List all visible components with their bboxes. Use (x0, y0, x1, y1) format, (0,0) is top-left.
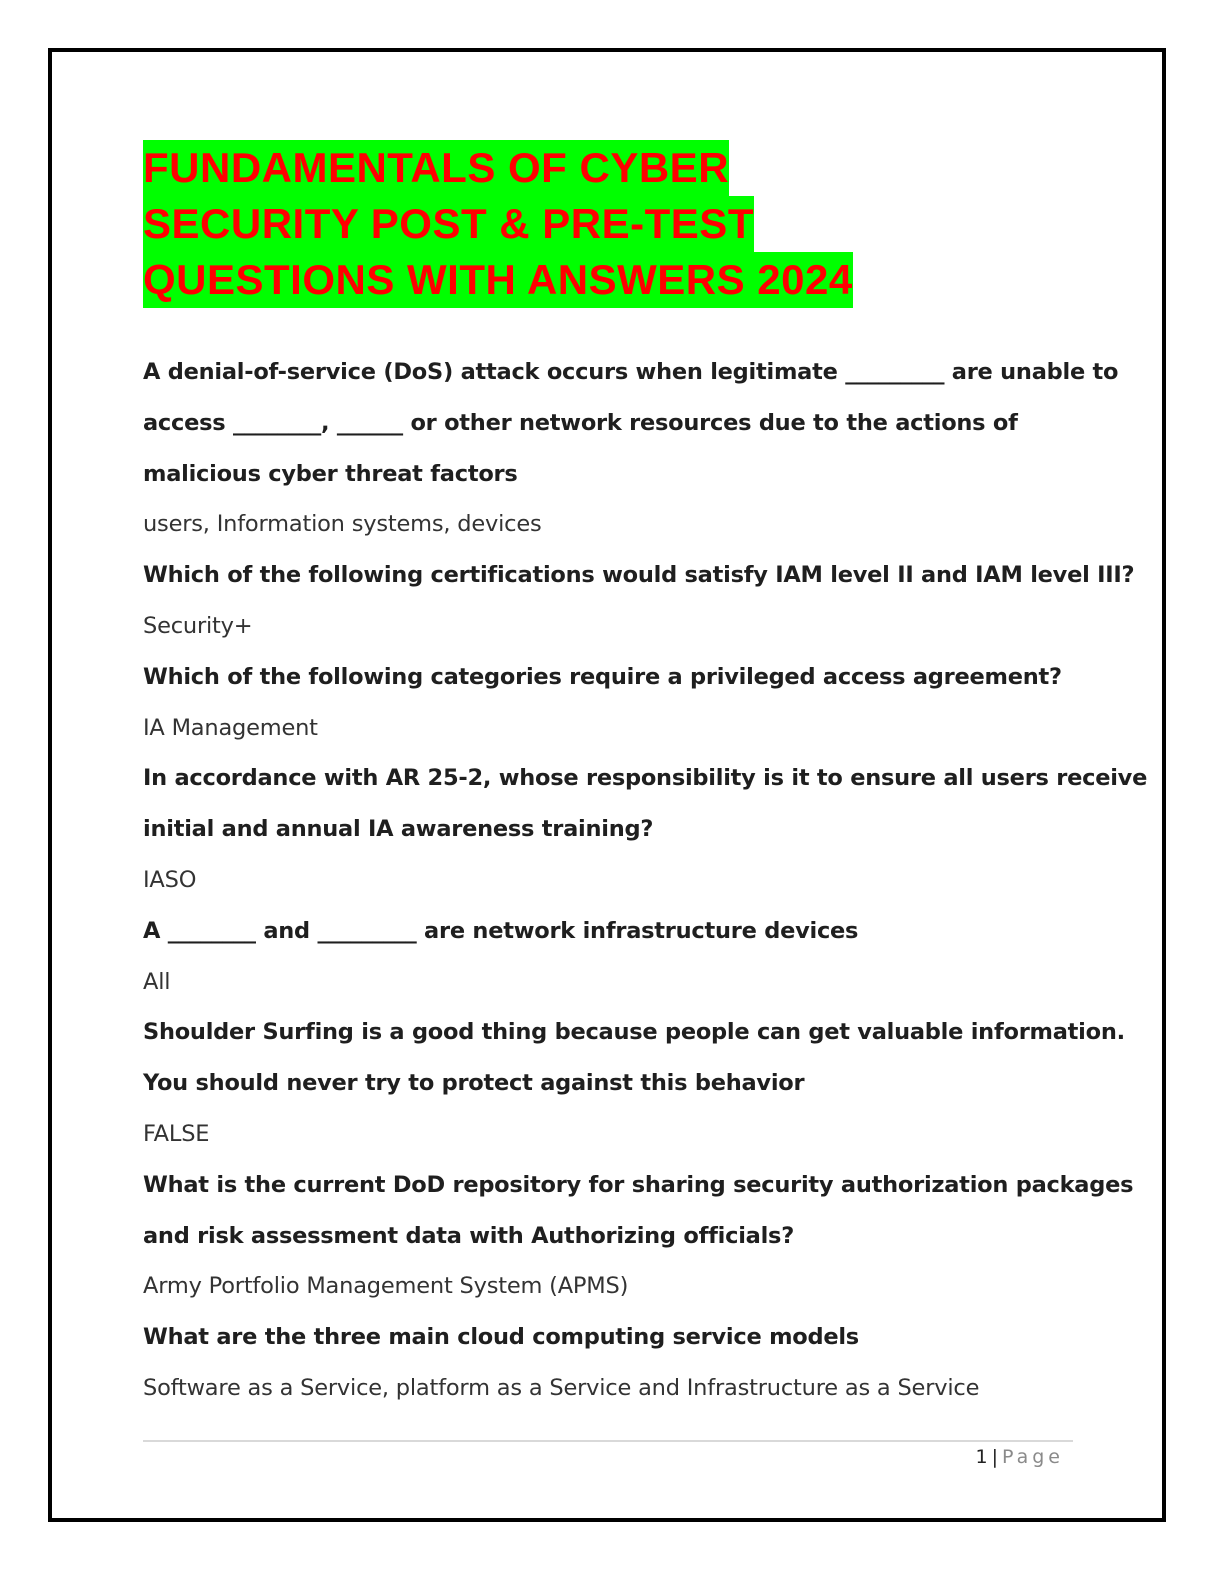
answer-line: Software as a Service, platform as a Service and Infrastructure as a Service (143, 1374, 980, 1401)
question-line: What is the current DoD repository for sharing security authorization packages (143, 1171, 1134, 1198)
answer-line: IASO (143, 866, 197, 893)
question-line: access ________, ______ or other network resources due to the actions of (143, 409, 1018, 436)
footer-divider (143, 1440, 1073, 1442)
question-line: In accordance with AR 25-2, whose responsibility is it to ensure all users receive (143, 765, 1148, 792)
question-line: What are the three main cloud computing service models (143, 1324, 859, 1351)
question-line: Which of the following certifications would satisfy IAM level II and IAM level III? (143, 562, 1135, 589)
question-line: initial and annual IA awareness training? (143, 816, 654, 843)
question-line: and risk assessment data with Authorizing officials? (143, 1222, 795, 1249)
question-answer-list (143, 347, 1148, 1414)
answer-line: IA Management (143, 714, 318, 741)
page-number: 1 (975, 1446, 988, 1468)
title-line-2: SECURITY POST & PRE-TEST (143, 196, 754, 252)
question-line: Which of the following categories require a privileged access agreement? (143, 663, 1062, 690)
footer-separator: | (991, 1446, 998, 1468)
answer-line: FALSE (143, 1120, 210, 1147)
answer-line: users, Information systems, devices (143, 511, 542, 538)
question-line: A ________ and _________ are network infrastructure devices (143, 917, 859, 944)
question-line: Shoulder Surfing is a good thing because people can get valuable information. (143, 1019, 1125, 1046)
title-line-3: QUESTIONS WITH ANSWERS 2024 (143, 252, 853, 308)
answer-line: Security+ (143, 612, 253, 639)
question-line: You should never try to protect against this behavior (143, 1070, 805, 1097)
document-title (143, 140, 1078, 308)
question-line: A denial-of-service (DoS) attack occurs when legitimate _________ are unable to (143, 359, 1119, 385)
answer-line: Army Portfolio Management System (APMS) (143, 1273, 629, 1300)
question-line: malicious cyber threat factors (143, 460, 518, 487)
answer-line: All (143, 968, 171, 995)
title-line-1: FUNDAMENTALS OF CYBER (143, 140, 729, 196)
page-label: Page (1002, 1446, 1064, 1468)
page-footer (976, 1446, 1065, 1468)
